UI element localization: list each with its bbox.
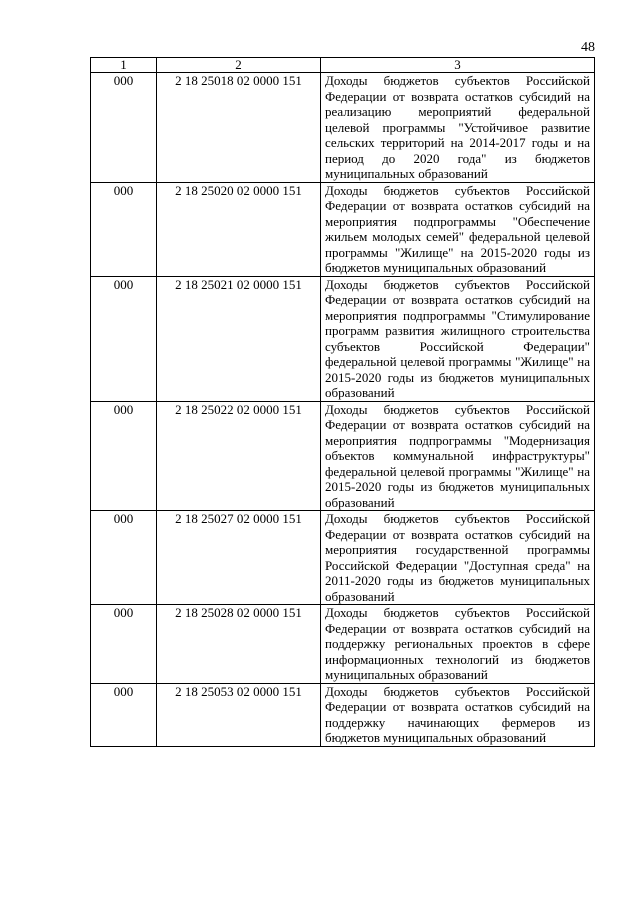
budget-code-cell: 2 18 25028 02 0000 151 — [157, 605, 321, 684]
table-header-row — [91, 58, 595, 73]
budget-code-cell: 2 18 25027 02 0000 151 — [157, 511, 321, 605]
description-cell: Доходы бюджетов субъектов Российской Федерации от возврата остатков субсидий на мероприятия подпрограммы "Стимулирование программ развития жилищного строительства субъектов Российской Федерации" федеральной целевой программы "Жилище" на 2015-2020 годы из бюджетов муниципальных образований — [321, 276, 595, 401]
description-cell: Доходы бюджетов субъектов Российской Федерации от возврата остатков субсидий на мероприятия государственной программы Российской Федерации "Доступная среда" на 2011-2020 годы из бюджетов муниципальных образований — [321, 511, 595, 605]
table-row — [91, 683, 595, 746]
column-header: 3 — [321, 58, 595, 73]
admin-code-cell: 000 — [91, 683, 157, 746]
admin-code-cell: 000 — [91, 73, 157, 183]
page-number: 48 — [581, 40, 595, 55]
admin-code-cell: 000 — [91, 276, 157, 401]
description-cell: Доходы бюджетов субъектов Российской Федерации от возврата остатков субсидий на реализацию мероприятий федеральной целевой программы "Устойчивое развитие сельских территорий на 2014-2017 годы и на период до 2020 года" из бюджетов муниципальных образований — [321, 73, 595, 183]
budget-codes-table — [90, 57, 595, 747]
column-header: 1 — [91, 58, 157, 73]
table-row — [91, 73, 595, 183]
budget-code-cell: 2 18 25053 02 0000 151 — [157, 683, 321, 746]
budget-code-cell: 2 18 25020 02 0000 151 — [157, 182, 321, 276]
admin-code-cell: 000 — [91, 401, 157, 511]
description-cell: Доходы бюджетов субъектов Российской Федерации от возврата остатков субсидий на мероприятия подпрограммы "Модернизация объектов коммунальной инфраструктуры" федеральной целевой программы "Жилище" на 2015-2020 годы из бюджетов муниципальных образований — [321, 401, 595, 511]
description-cell: Доходы бюджетов субъектов Российской Федерации от возврата остатков субсидий на поддержку начинающих фермеров из бюджетов муниципальных образований — [321, 683, 595, 746]
column-header: 2 — [157, 58, 321, 73]
admin-code-cell: 000 — [91, 182, 157, 276]
table-row — [91, 276, 595, 401]
budget-code-cell: 2 18 25021 02 0000 151 — [157, 276, 321, 401]
description-cell: Доходы бюджетов субъектов Российской Федерации от возврата остатков субсидий на мероприятия подпрограммы "Обеспечение жильем молодых семей" федеральной целевой программы "Жилище" на 2015-2020 годы из бюджетов муниципальных образований — [321, 182, 595, 276]
admin-code-cell: 000 — [91, 511, 157, 605]
table-row — [91, 511, 595, 605]
table-row — [91, 401, 595, 511]
table-row — [91, 182, 595, 276]
description-cell: Доходы бюджетов субъектов Российской Федерации от возврата остатков субсидий на поддержку региональных проектов в сфере информационных технологий из бюджетов муниципальных образований — [321, 605, 595, 684]
table-row — [91, 605, 595, 684]
budget-code-cell: 2 18 25018 02 0000 151 — [157, 73, 321, 183]
admin-code-cell: 000 — [91, 605, 157, 684]
budget-code-cell: 2 18 25022 02 0000 151 — [157, 401, 321, 511]
